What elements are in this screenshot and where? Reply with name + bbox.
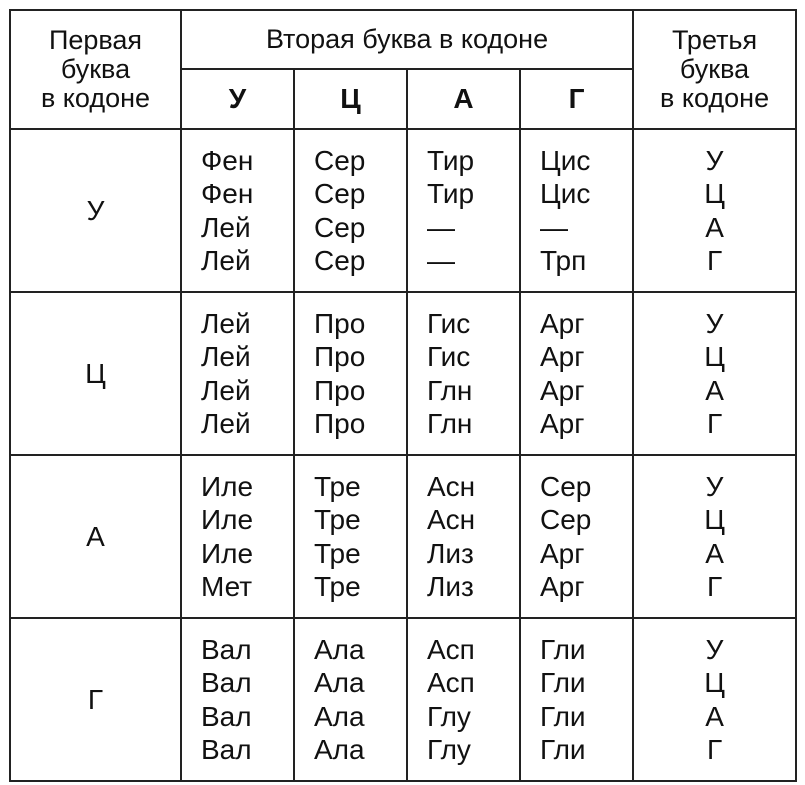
- amino-acid: Гли: [540, 734, 586, 765]
- third-letter: У: [705, 470, 724, 502]
- amino-acid-cell: [407, 455, 520, 618]
- amino-acid: Вал: [201, 700, 252, 732]
- amino-acid: Лиз: [427, 571, 474, 602]
- amino-acid: Глу: [427, 734, 471, 765]
- amino-acid: Арг: [540, 307, 585, 339]
- amino-acid: Арг: [540, 341, 585, 372]
- second-letter-g: Г: [520, 69, 633, 129]
- amino-acid: Вал: [201, 734, 252, 765]
- codon-group-row: [10, 455, 796, 618]
- amino-acid: Про: [314, 374, 366, 406]
- amino-acid-cell: [407, 292, 520, 455]
- first-letter-cell: А: [10, 455, 181, 618]
- amino-acid-cell: [520, 618, 633, 781]
- amino-acid: Сер: [314, 144, 366, 176]
- third-letter: У: [705, 144, 724, 176]
- third-letter: А: [705, 211, 724, 243]
- third-letter: Ц: [704, 178, 725, 209]
- amino-acid-cell: [407, 618, 520, 781]
- third-letter: А: [705, 537, 724, 569]
- amino-acid: Сер: [540, 470, 592, 502]
- amino-acid: Асп: [427, 633, 475, 665]
- amino-acid: Сер: [540, 504, 592, 535]
- amino-acid: Асн: [427, 470, 476, 502]
- amino-acid: Арг: [540, 374, 585, 406]
- third-letter: У: [705, 307, 724, 339]
- amino-acid: Тир: [427, 178, 475, 209]
- third-letter-header-line: Третья: [671, 25, 758, 55]
- second-letter-header: Вторая буква в кодоне: [181, 10, 633, 69]
- amino-acid: Ала: [314, 633, 365, 665]
- second-letter-a: А: [407, 69, 520, 129]
- amino-acid-cell: [181, 292, 294, 455]
- amino-acid: Глн: [427, 374, 473, 406]
- amino-acid: Сер: [314, 245, 366, 276]
- second-letter-c: Ц: [294, 69, 407, 129]
- third-letter-header-line: буква: [679, 54, 750, 84]
- amino-acid-cell: [181, 618, 294, 781]
- amino-acid: Тир: [427, 144, 475, 176]
- amino-acid: Иле: [201, 537, 254, 569]
- amino-acid: Гли: [540, 667, 586, 698]
- amino-acid-cell: [520, 129, 633, 292]
- amino-acid: Фен: [201, 144, 254, 176]
- amino-acid: Глу: [427, 700, 471, 732]
- third-letter: А: [705, 700, 724, 732]
- amino-acid-cell: [294, 455, 407, 618]
- amino-acid-cell: [294, 618, 407, 781]
- third-letter-header: [633, 10, 796, 129]
- codon-group-row: [10, 618, 796, 781]
- amino-acid: Асп: [427, 667, 475, 698]
- amino-acid: Про: [314, 408, 366, 439]
- amino-acid: Фен: [201, 178, 254, 209]
- amino-acid: Тре: [314, 571, 361, 602]
- amino-acid: Цис: [540, 144, 591, 176]
- amino-acid: Арг: [540, 408, 585, 439]
- third-letter: Ц: [704, 504, 725, 535]
- amino-acid-cell: [181, 129, 294, 292]
- third-letter: Г: [706, 571, 723, 602]
- third-letter-cell: [633, 292, 796, 455]
- amino-acid: Тре: [314, 537, 361, 569]
- first-letter-cell: Ц: [10, 292, 181, 455]
- amino-acid: Лей: [201, 211, 251, 243]
- amino-acid: Трп: [540, 245, 587, 276]
- amino-acid: Асн: [427, 504, 476, 535]
- first-letter-header-line: в кодоне: [40, 83, 151, 113]
- third-letter: Ц: [704, 341, 725, 372]
- amino-acid: Гли: [540, 633, 586, 665]
- amino-acid: —: [427, 245, 455, 276]
- amino-acid: Арг: [540, 537, 585, 569]
- amino-acid: Гис: [427, 307, 471, 339]
- amino-acid: Тре: [314, 504, 361, 535]
- amino-acid: Глн: [427, 408, 473, 439]
- amino-acid: Мет: [201, 571, 253, 602]
- amino-acid: Гис: [427, 341, 471, 372]
- amino-acid: Арг: [540, 571, 585, 602]
- third-letter-cell: [633, 618, 796, 781]
- third-letter: А: [705, 374, 724, 406]
- amino-acid-cell: [294, 129, 407, 292]
- amino-acid: Лиз: [427, 537, 474, 569]
- amino-acid: Лей: [201, 341, 251, 372]
- first-letter-header-line: буква: [60, 54, 131, 84]
- codon-group-row: [10, 129, 796, 292]
- amino-acid: Иле: [201, 504, 254, 535]
- amino-acid: Сер: [314, 211, 366, 243]
- amino-acid: Гли: [540, 700, 586, 732]
- amino-acid: Ала: [314, 667, 365, 698]
- amino-acid: —: [427, 211, 455, 243]
- third-letter: Ц: [704, 667, 725, 698]
- third-letter: У: [705, 633, 724, 665]
- first-letter-header: [10, 10, 181, 129]
- third-letter-header-line: в кодоне: [660, 83, 770, 113]
- amino-acid: Иле: [201, 470, 254, 502]
- third-letter-cell: [633, 455, 796, 618]
- amino-acid: Про: [314, 307, 366, 339]
- first-letter-header-line: Первая: [48, 25, 143, 55]
- amino-acid: Вал: [201, 633, 252, 665]
- third-letter-cell: [633, 129, 796, 292]
- amino-acid: —: [540, 211, 568, 243]
- amino-acid: Тре: [314, 470, 361, 502]
- amino-acid-cell: [520, 292, 633, 455]
- first-letter-cell: У: [10, 129, 181, 292]
- amino-acid-cell: [294, 292, 407, 455]
- amino-acid: Цис: [540, 178, 591, 209]
- amino-acid: Лей: [201, 408, 251, 439]
- amino-acid-cell: [520, 455, 633, 618]
- third-letter: Г: [706, 734, 723, 765]
- amino-acid: Лей: [201, 307, 251, 339]
- codon-group-row: [10, 292, 796, 455]
- amino-acid: Лей: [201, 374, 251, 406]
- third-letter: Г: [706, 408, 723, 439]
- amino-acid: Ала: [314, 734, 365, 765]
- amino-acid: Вал: [201, 667, 252, 698]
- amino-acid: Ала: [314, 700, 365, 732]
- amino-acid: Лей: [201, 245, 251, 276]
- second-letter-u: У: [181, 69, 294, 129]
- amino-acid: Про: [314, 341, 366, 372]
- amino-acid-cell: [181, 455, 294, 618]
- genetic-code-table: [9, 9, 797, 782]
- first-letter-cell: Г: [10, 618, 181, 781]
- third-letter: Г: [706, 245, 723, 276]
- amino-acid: Сер: [314, 178, 366, 209]
- amino-acid-cell: [407, 129, 520, 292]
